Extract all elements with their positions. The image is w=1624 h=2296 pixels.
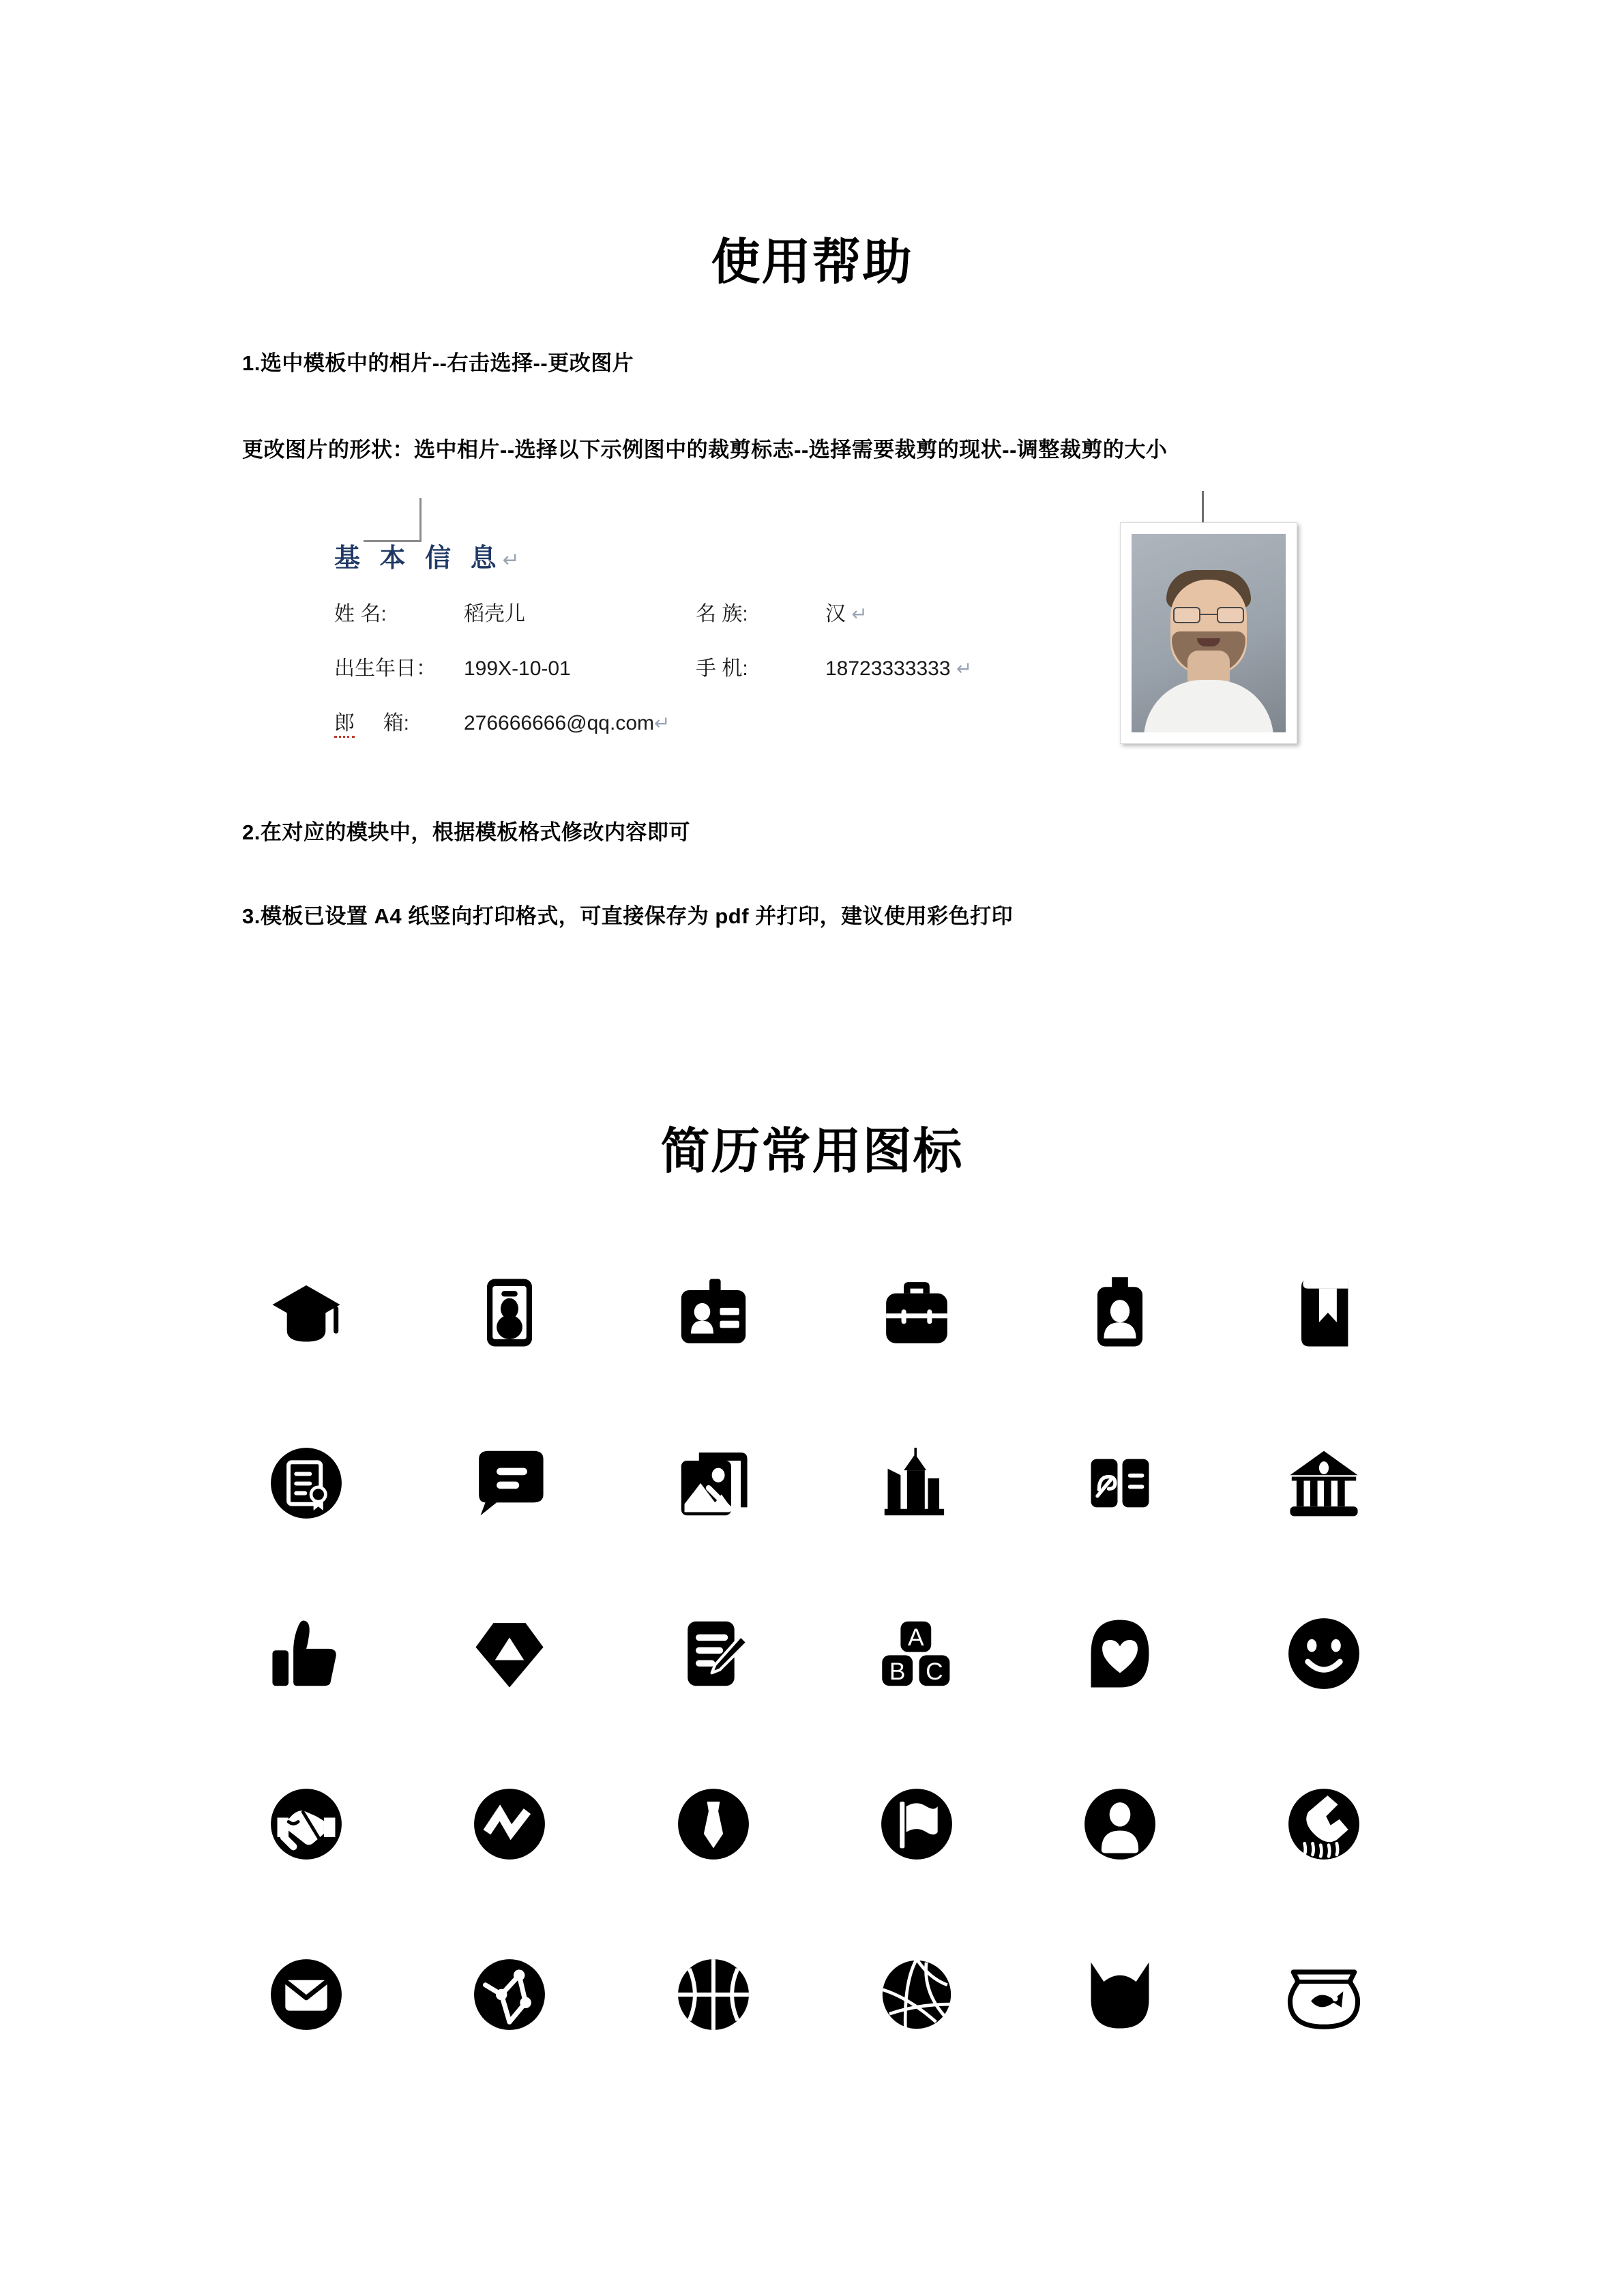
sample-field-ethnicity-label: 名 族: bbox=[696, 603, 748, 625]
party-book-icon[interactable] bbox=[1065, 1429, 1175, 1538]
sample-field-name bbox=[334, 597, 525, 627]
portrait-shirt bbox=[1144, 680, 1273, 732]
handshake-circle-icon[interactable] bbox=[252, 1770, 361, 1879]
sample-field-name-value: 稻壳儿 bbox=[464, 603, 525, 625]
city-buildings-icon[interactable] bbox=[862, 1429, 971, 1538]
page-title-help: 使用帮助 bbox=[711, 235, 913, 290]
portrait-glasses bbox=[1173, 607, 1244, 623]
sample-field-email bbox=[334, 706, 670, 736]
heart-bubble-icon[interactable] bbox=[1065, 1599, 1175, 1708]
glasses-lens-left bbox=[1173, 607, 1200, 623]
globe-network-circle-icon[interactable] bbox=[455, 1940, 564, 2049]
instruction-step-2: 2.在对应的模块中，根据模板格式修改内容即可 bbox=[242, 820, 690, 844]
svg-text:C: C bbox=[926, 1658, 943, 1685]
smiley-face-icon[interactable] bbox=[1269, 1599, 1378, 1708]
sample-field-email-label bbox=[334, 706, 464, 736]
pilcrow-icon: ↵ bbox=[851, 603, 868, 625]
page-title-icons: 简历常用图标 bbox=[660, 1124, 964, 1179]
document-pencil-icon[interactable] bbox=[659, 1599, 768, 1708]
instruction-shape-change: 更改图片的形状：选中相片--选择以下示例图中的裁剪标志--选择需要裁剪的现状--调整裁剪的大小 bbox=[242, 438, 1168, 462]
svg-text:A: A bbox=[908, 1624, 924, 1652]
envelope-circle-icon[interactable] bbox=[252, 1940, 361, 2049]
thumbs-up-icon[interactable] bbox=[252, 1599, 361, 1708]
sample-field-name-label: 姓 名: bbox=[334, 603, 387, 625]
flag-circle-icon[interactable] bbox=[862, 1770, 971, 1879]
sample-field-birthday-label: 出生年日： bbox=[334, 657, 437, 680]
sample-field-birthday-value: 199X-10-01 bbox=[464, 657, 571, 680]
sample-field-phone-label: 手 机: bbox=[696, 657, 748, 680]
abc-blocks-icon[interactable] bbox=[862, 1599, 971, 1708]
portrait-photo-image bbox=[1132, 534, 1286, 732]
instruction-step-3: 3.模板已设置 A4 纸竖向打印格式，可直接保存为 pdf 并打印，建议使用彩色打印 bbox=[242, 904, 1014, 928]
chat-bubble-icon[interactable] bbox=[455, 1429, 564, 1538]
bank-museum-icon[interactable] bbox=[1269, 1429, 1378, 1538]
crop-mark-icon bbox=[364, 498, 422, 542]
id-badge-portrait-icon[interactable] bbox=[455, 1258, 564, 1367]
phone-handset-circle-icon[interactable] bbox=[1269, 1770, 1378, 1879]
employee-badge-icon[interactable] bbox=[1065, 1258, 1175, 1367]
sample-field-birthday bbox=[334, 651, 571, 681]
basketball-icon[interactable] bbox=[659, 1940, 768, 2049]
sample-field-email-prefix: 郎 bbox=[334, 712, 355, 738]
sample-photo[interactable] bbox=[1098, 491, 1303, 764]
briefcase-icon[interactable] bbox=[862, 1258, 971, 1367]
resume-icon-grid bbox=[205, 1227, 1426, 2080]
sample-field-ethnicity bbox=[696, 597, 868, 627]
id-card-icon[interactable] bbox=[659, 1258, 768, 1367]
photo-stack-icon[interactable] bbox=[659, 1429, 768, 1538]
certificate-circle-icon[interactable] bbox=[252, 1429, 361, 1538]
volleyball-icon[interactable] bbox=[862, 1940, 971, 2049]
chart-zigzag-circle-icon[interactable] bbox=[455, 1770, 564, 1879]
glasses-bridge bbox=[1200, 614, 1217, 615]
glasses-lens-right bbox=[1217, 607, 1244, 623]
svg-text:B: B bbox=[889, 1658, 906, 1685]
sample-field-ethnicity-value: 汉 bbox=[825, 603, 846, 625]
sample-field-email-value: 276666666@qq.com bbox=[464, 712, 654, 734]
instruction-step-1: 1.选中模板中的相片--右击选择--更改图片 bbox=[242, 351, 634, 375]
necktie-circle-icon[interactable] bbox=[659, 1770, 768, 1879]
sample-section-heading-text: 基 本 信 息 bbox=[334, 544, 503, 573]
cat-head-icon[interactable] bbox=[1065, 1940, 1175, 2049]
pilcrow-icon: ↵ bbox=[502, 549, 520, 571]
person-circle-icon[interactable] bbox=[1065, 1770, 1175, 1879]
sample-field-phone bbox=[696, 651, 972, 681]
pilcrow-icon: ↵ bbox=[956, 658, 973, 679]
sample-field-phone-value: 18723333333 bbox=[825, 657, 951, 680]
book-bookmark-icon[interactable] bbox=[1269, 1258, 1378, 1367]
photo-frame bbox=[1120, 522, 1297, 744]
sample-section-heading bbox=[334, 537, 520, 574]
fishbowl-icon[interactable] bbox=[1269, 1940, 1378, 2049]
graduation-cap-icon[interactable] bbox=[252, 1258, 361, 1367]
photo-crop-line bbox=[1202, 491, 1204, 522]
pilcrow-icon: ↵ bbox=[654, 713, 670, 734]
sample-field-email-suffix: 箱: bbox=[383, 712, 410, 734]
diamond-gem-icon[interactable] bbox=[455, 1599, 564, 1708]
